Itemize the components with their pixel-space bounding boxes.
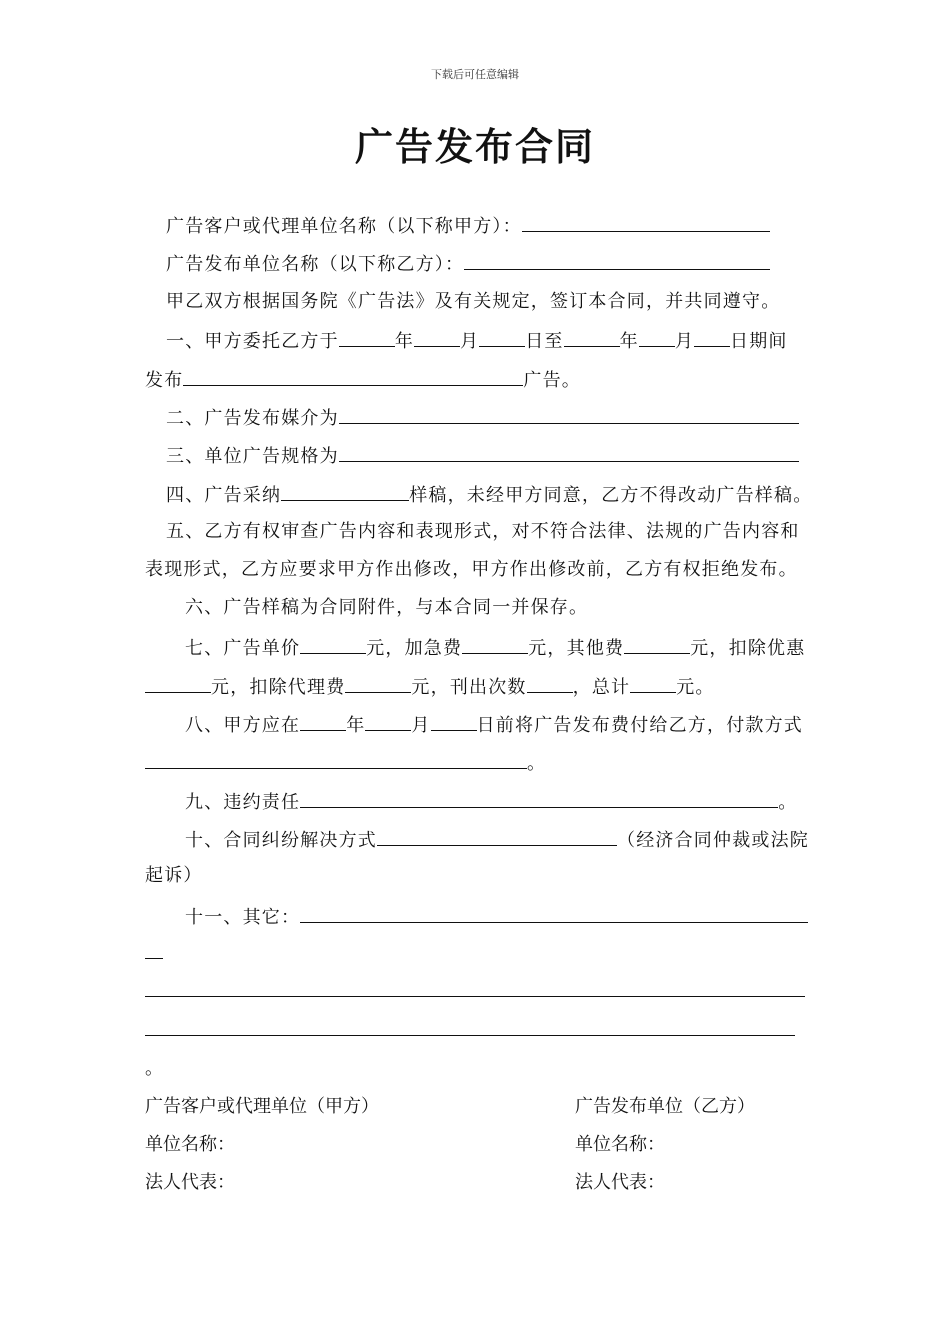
party-b-blank <box>464 251 770 270</box>
yuan-label: 元， <box>211 677 250 698</box>
yuan-end-label: 元。 <box>676 677 715 698</box>
yuan-label: 元， <box>411 677 450 698</box>
clause-6-text: 六、广告样稿为合同附件，与本合同一并保存。 <box>185 597 589 618</box>
other-blank-2 <box>145 958 163 959</box>
start-month-blank <box>414 328 460 347</box>
clause-10-text-c: 起诉） <box>145 865 203 886</box>
start-day-blank <box>479 328 525 347</box>
agent-fee-blank <box>345 674 411 693</box>
year-label: 年 <box>394 331 415 352</box>
dispute-blank <box>377 827 617 846</box>
publish-label: 发布 <box>145 370 184 391</box>
clause-10-text-b: （经济合同仲裁或法院 <box>617 830 809 851</box>
comma-label: ， <box>572 677 592 698</box>
clause-5-text-b: 表现形式，乙方应要求甲方作出修改，甲方作出修改前，乙方有权拒绝发布。 <box>145 559 798 580</box>
total-blank <box>630 674 676 693</box>
party-a-sign-label: 广告客户或代理单位（甲方） <box>145 1096 379 1117</box>
clause-7-line-2 <box>145 674 715 700</box>
ad-end-label: 广告。 <box>523 370 582 391</box>
party-a-blank <box>522 213 770 232</box>
yuan-label: 元， <box>690 638 729 659</box>
end-day-blank <box>694 328 730 347</box>
clause-2-line <box>166 405 799 431</box>
pay-month-blank <box>365 712 411 731</box>
party-b-line <box>166 251 770 277</box>
party-a-unit-name: 单位名称： <box>145 1134 235 1155</box>
yuan-label: 元， <box>366 638 405 659</box>
day-period-label: 日期间 <box>730 331 788 352</box>
breach-blank <box>300 789 778 808</box>
clause-7-text: 七、广告单价 <box>185 638 301 659</box>
clause-8-text-b: 日前将广告发布费付给乙方，付款方式 <box>476 715 804 736</box>
party-b-unit-name: 单位名称： <box>575 1134 665 1155</box>
sample-blank <box>281 482 409 501</box>
clause-4-text-a: 四、广告采纳 <box>166 485 282 506</box>
yuan-label: 元， <box>528 638 567 659</box>
urgent-fee-label: 加急费 <box>404 638 463 659</box>
other-blank-1 <box>300 904 808 923</box>
pay-year-blank <box>300 712 346 731</box>
party-b-legal-rep: 法人代表： <box>575 1172 665 1193</box>
period-label: 。 <box>145 1058 165 1079</box>
end-year-blank <box>564 328 620 347</box>
period-label: 。 <box>527 753 547 774</box>
clause-10-line-2 <box>145 864 203 888</box>
end-month-blank <box>639 328 675 347</box>
unit-price-blank <box>300 635 366 654</box>
clause-9-line <box>185 789 797 815</box>
start-year-blank <box>339 328 395 347</box>
clause-5-line-2 <box>145 558 798 582</box>
other-blank-4 <box>145 1035 795 1036</box>
year-label: 年 <box>346 715 366 736</box>
intro-line <box>166 290 780 314</box>
clause-6-line <box>185 596 588 620</box>
clause-1-text: 一、甲方委托乙方于 <box>166 331 339 352</box>
other-blank-3 <box>145 996 805 997</box>
spec-blank <box>339 443 799 462</box>
year-label: 年 <box>619 331 639 352</box>
clause-11-text: 十一、其它： <box>185 907 301 928</box>
other-fee-blank <box>624 635 690 654</box>
clause-1-line-1 <box>166 328 788 354</box>
party-a-legal-rep: 法人代表： <box>145 1172 235 1193</box>
other-fee-label: 其他费 <box>566 638 625 659</box>
party-b-label: 广告发布单位名称（以下称乙方）： <box>166 254 465 275</box>
clause-3-line <box>166 443 799 469</box>
clause-8-line-1 <box>185 712 803 738</box>
media-blank <box>339 405 799 424</box>
clause-10-text-a: 十、合同纠纷解决方式 <box>185 830 377 851</box>
clause-4-text-b: 样稿，未经甲方同意，乙方不得改动广告样稿。 <box>409 485 813 506</box>
period-label: 。 <box>778 792 798 813</box>
clause-10-line-1 <box>185 827 809 853</box>
day-to-label: 日至 <box>525 331 564 352</box>
month-label: 月 <box>460 331 480 352</box>
discount-blank <box>145 674 211 693</box>
clause-2-text: 二、广告发布媒介为 <box>166 408 339 429</box>
payment-method-blank <box>145 750 527 769</box>
total-label: 总计 <box>591 677 631 698</box>
party-b-sign-label: 广告发布单位（乙方） <box>575 1096 755 1117</box>
clause-1-line-2 <box>145 367 581 393</box>
party-a-line <box>166 213 770 239</box>
watermark-header: 下载后可任意编辑 <box>431 68 519 81</box>
clause-8-line-2 <box>145 750 546 776</box>
pay-day-blank <box>431 712 477 731</box>
discount-label: 扣除优惠 <box>728 638 806 659</box>
times-blank <box>527 674 573 693</box>
clause-7-line-1 <box>185 635 805 661</box>
agent-fee-label: 扣除代理费 <box>249 677 346 698</box>
clause-9-text: 九、违约责任 <box>185 792 301 813</box>
clause-11-line <box>185 904 808 930</box>
clause-11-end <box>145 1057 164 1081</box>
clause-3-text: 三、单位广告规格为 <box>166 446 339 467</box>
clause-5-text-a: 五、乙方有权审查广告内容和表现形式，对不符合法律、法规的广告内容和 <box>166 521 800 542</box>
publish-blank <box>183 367 523 386</box>
month-label: 月 <box>674 331 695 352</box>
urgent-fee-blank <box>462 635 528 654</box>
clause-4-line <box>166 482 812 508</box>
party-a-label: 广告客户或代理单位名称（以下称甲方）： <box>166 216 522 237</box>
clause-8-text-a: 八、甲方应在 <box>185 715 301 736</box>
month-label: 月 <box>411 715 431 736</box>
times-label: 刊出次数 <box>449 677 527 698</box>
clause-5-line-1 <box>166 520 800 544</box>
page-title: 广告发布合同 <box>354 125 595 169</box>
intro-text: 甲乙双方根据国务院《广告法》及有关规定，签订本合同，并共同遵守。 <box>166 291 781 312</box>
